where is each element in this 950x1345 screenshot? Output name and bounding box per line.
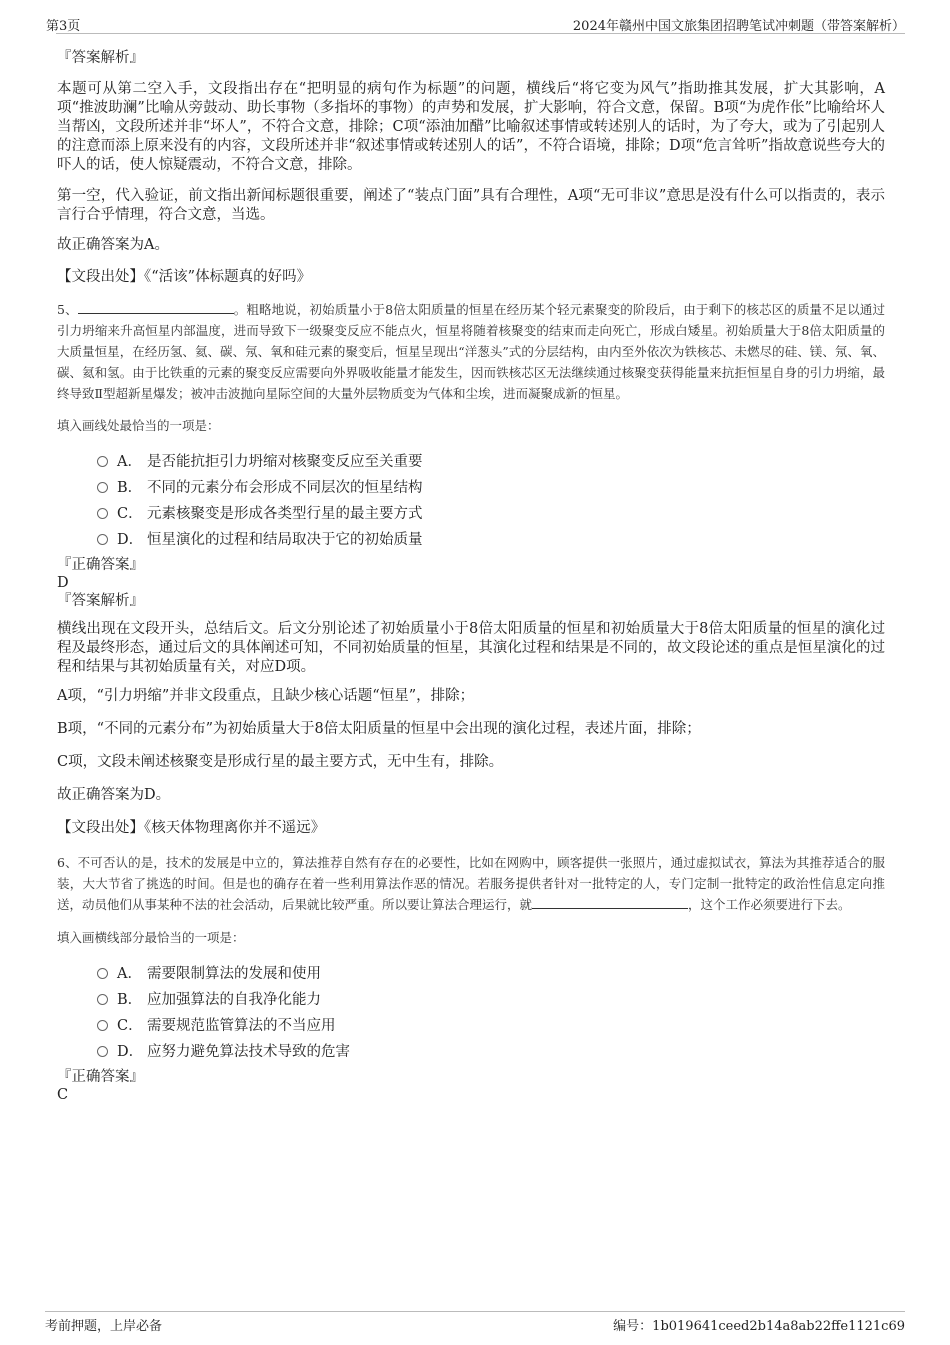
correct-answer-label: 『正确答案』 [57,1069,144,1085]
question-6-text: 6、不可否认的是，技术的发展是中立的，算法推荐自然有存在的必要性，比如在网购中，顾客提供一张照片，通过虚拟试衣，算法为其推荐适合的服装，大大节省了挑选的时间。但是也的确存在着一些利用算法作恶的情况。若服务提供者针对一批特定的人，专门定制一批特定的政治性信息定向推送，动员他们从事某种不法的社会活动，后果就比较严重。所以要让算法合理运行，就 ，这个工作必须要进行下去。 [57,855,885,912]
options-list [97,449,885,553]
source-citation: 【文段出处】《“活该”体标题真的好吗》 [57,269,312,285]
page-footer [45,1311,905,1332]
option-c[interactable]: C． 需要规范监管算法的不当应用 [97,1013,885,1039]
question-prompt: 填入画横线部分最恰当的一项是： [57,930,245,945]
analysis-conclusion: 故正确答案为A。 [57,237,169,253]
option-d[interactable]: D． 应努力避免算法技术导致的危害 [97,1039,885,1065]
page-header [46,13,905,34]
question-5-text [57,299,885,404]
analysis-paragraph: 第一空，代入验证，前文指出新闻标题很重要，阐述了“装点门面”具有合理性，A项“无可非议”意思是没有什么可以指责的，表示言行合乎情理，符合文意，当选。 [57,188,885,223]
page-number: 第3页 [46,19,81,34]
radio-icon[interactable] [97,1046,108,1057]
analysis-paragraph: C项，文段未阐述核聚变是形成行星的最主要方式，无中生有，排除。 [57,754,504,770]
question-body: 。粗略地说，初始质量小于8倍太阳质量的恒星在经历某个轻元素聚变的阶段后，由于剩下的核芯区的质量不足以通过引力坍缩来升高恒星内部温度，进而导致下一级聚变反应不能点火，恒星将随着核聚变的结束而走向死亡，形成白矮星。初始质量大于8倍太阳质量的大质量恒星，在经历氢、氦、碳、氖、氧和硅元素的聚变后，恒星呈现出“洋葱头”式的分层结构，由内至外依次为铁核芯、未燃尽的硅、镁、氖、氧、碳、氦和氢。由于比铁重的元素的聚变反应需要向外界吸收能量才能发生，因而铁核芯区无法继续通过核聚变获得能量来抗拒恒星自身的引力坍缩，最终导致Ⅱ型超新星爆发；被冲击波抛向星际空间的大量外层物质变为气体和尘埃，进而凝聚成新的恒星。 [57,302,885,401]
document-title: 2024年赣州中国文旅集团招聘笔试冲刺题（带答案解析） [572,19,905,34]
analysis-label: 『答案解析』 [57,593,144,609]
radio-icon[interactable] [97,534,108,545]
page-content [57,48,885,1104]
footer-slogan: 考前押题，上岸必备 [45,1319,163,1334]
radio-icon[interactable] [97,456,108,467]
radio-icon[interactable] [97,968,108,979]
analysis-label: 『答案解析』 [57,50,144,66]
fill-blank [532,895,688,909]
option-b[interactable]: B． 应加强算法的自我净化能力 [97,987,885,1013]
radio-icon[interactable] [97,508,108,519]
question-number: 5、 [57,302,78,317]
source-citation: 【文段出处】《核天体物理离你并不遥远》 [57,820,326,836]
option-a[interactable]: A． 是否能抗拒引力坍缩对核聚变反应至关重要 [97,449,885,475]
option-d[interactable]: D． 恒星演化的过程和结局取决于它的初始质量 [97,527,885,553]
question-prompt: 填入画线处最恰当的一项是： [57,418,220,433]
option-b[interactable]: B． 不同的元素分布会形成不同层次的恒星结构 [97,475,885,501]
options-list [97,961,885,1065]
correct-answer: C [57,1087,69,1103]
option-a[interactable]: A． 需要限制算法的发展和使用 [97,961,885,987]
fill-blank [78,300,234,314]
analysis-paragraph: 本题可从第二空入手，文段指出存在“把明显的病句作为标题”的问题，横线后“将它变为风气”指助推其发展，扩大其影响，A项“推波助澜”比喻从旁鼓动、助长事物（多指坏的事物）的声势和发展，扩大影响，符合文意，保留。B项“为虎作伥”比喻给坏人当帮凶，文段所述并非“坏人”，不符合文意，排除；C项“添油加醋”比喻叙述事情或转述别人的话时，为了夸大，或为了引起别人的注意而添上原来没有的内容，文段所述并非“叙述事情或转述别人的话”，不符合语境，排除；D项“危言耸听”指故意说些夸大的吓人的话，使人惊疑震动，不符合文意，排除。 [57,81,885,173]
analysis-conclusion: 故正确答案为D。 [57,787,171,803]
option-c[interactable]: C． 元素核聚变是形成各类型行星的最主要方式 [97,501,885,527]
analysis-paragraph: A项，“引力坍缩”并非文段重点，且缺少核心话题“恒星”，排除； [57,688,475,704]
radio-icon[interactable] [97,482,108,493]
correct-answer-label: 『正确答案』 [57,557,144,573]
correct-answer: D [57,575,69,591]
document-id: 编号：1b019641ceed2b14a8ab22ffe1121c69 [613,1319,905,1334]
analysis-paragraph: B项，“不同的元素分布”为初始质量大于8倍太阳质量的恒星中会出现的演化过程，表述片面，排除； [57,721,701,737]
analysis-paragraph: 横线出现在文段开头，总结后文。后文分别论述了初始质量小于8倍太阳质量的恒星和初始质量大于8倍太阳质量的恒星的演化过程及最终形态，通过后文的具体阐述可知，不同初始质量的恒星，其演化过程和结果是不同的，故文段论述的重点是恒星演化的过程和结果与其初始质量有关，对应D项。 [57,621,885,675]
radio-icon[interactable] [97,994,108,1005]
radio-icon[interactable] [97,1020,108,1031]
